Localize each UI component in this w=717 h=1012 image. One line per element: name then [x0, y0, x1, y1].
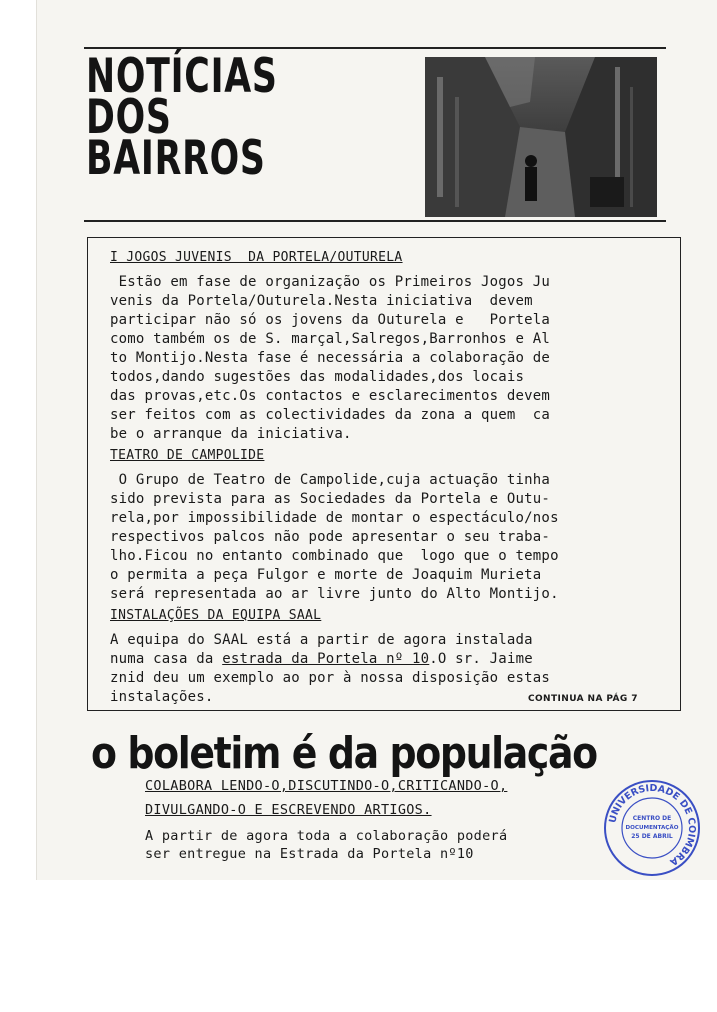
paragraph-line: be o arranque da iniciativa.	[110, 426, 352, 442]
paragraph-line: znid deu um exemplo ao por à nossa disposição estas	[110, 670, 551, 686]
stamp-center-line: 25 DE ABRIL	[631, 833, 673, 840]
paragraph-line: venis da Portela/Outurela.Nesta iniciativa devem	[110, 293, 533, 309]
info-line: ser entregue na Estrada da Portela nº10	[145, 846, 474, 862]
paragraph-line: to Montijo.Nesta fase é necessária a colaboração de	[110, 350, 551, 366]
archive-stamp-icon	[602, 778, 702, 878]
call-to-action-line: DIVULGANDO-O E ESCREVENDO ARTIGOS.	[145, 802, 432, 818]
paragraph-line: como também os de S. marçal,Salregos,Barronhos e Al	[110, 331, 551, 347]
paragraph-line: A equipa do SAAL está a partir de agora instalada	[110, 632, 533, 648]
info-line: A partir de agora toda a colaboração poderá	[145, 828, 508, 844]
masthead-title	[86, 49, 278, 186]
paragraph-line: das provas,etc.Os contactos e esclarecimentos devem	[110, 388, 551, 404]
paragraph-line: respectivos palcos não pode apresentar o seu traba-	[110, 529, 551, 545]
section-title-jogos: I JOGOS JUVENIS DA PORTELA/OUTURELA	[110, 250, 403, 265]
text-segment: .O sr. Jaime	[429, 651, 533, 667]
paragraph-line: participar não só os jovens da Outurela e Portela	[110, 312, 551, 328]
masthead-line-1: NOTÍCIAS	[86, 49, 278, 104]
section-title-teatro: TEATRO DE CAMPOLIDE	[110, 448, 265, 463]
paragraph-line: rela,por impossibilidade de montar o espectáculo/nos	[110, 510, 559, 526]
paragraph-line: O Grupo de Teatro de Campolide,cuja actuação tinha	[110, 472, 551, 488]
masthead-line-3: BAIRROS	[86, 131, 266, 186]
paragraph-line: todos,dando sugestões das modalidades,dos locais	[110, 369, 525, 385]
paragraph-line: será representada ao ar livre junto do Alto Montijo.	[110, 586, 559, 602]
paragraph-line: o permita a peça Fulgor e morte de Joaquim Murieta	[110, 567, 542, 583]
text-segment: numa casa da	[110, 651, 223, 667]
street-photo	[425, 57, 657, 217]
paragraph-line: sido prevista para as Sociedades da Portela e Outu-	[110, 491, 551, 507]
paragraph-line: lho.Ficou no entanto combinado que logo que o tempo	[110, 548, 559, 564]
paragraph-line: Estão em fase de organização os Primeiros Jogos Ju	[110, 274, 551, 290]
continued-note: CONTINUA NA PÁG 7	[528, 694, 638, 704]
paragraph-line: ser feitos com as colectividades da zona a quem ca	[110, 407, 551, 423]
paragraph-line: instalações.	[110, 689, 214, 705]
stamp-center-line: CENTRO DE	[632, 815, 672, 822]
masthead-line-2: DOS	[86, 90, 172, 145]
stamp-ring-text: UNIVERSIDADE DE COIMBRA	[607, 782, 698, 868]
call-to-action-line: COLABORA LENDO-O,DISCUTINDO-O,CRITICANDO-O,	[145, 778, 508, 794]
address-underlined: estrada da Portela nº 10	[222, 651, 430, 667]
section-title-saal: INSTALAÇÕES DA EQUIPA SAAL	[110, 608, 322, 623]
slogan-headline: o boletim é da população	[91, 728, 597, 779]
paragraph-line	[110, 651, 533, 667]
masthead-bottom-rule	[84, 220, 666, 222]
stamp-center-line: DOCUMENTAÇÃO	[625, 825, 679, 831]
